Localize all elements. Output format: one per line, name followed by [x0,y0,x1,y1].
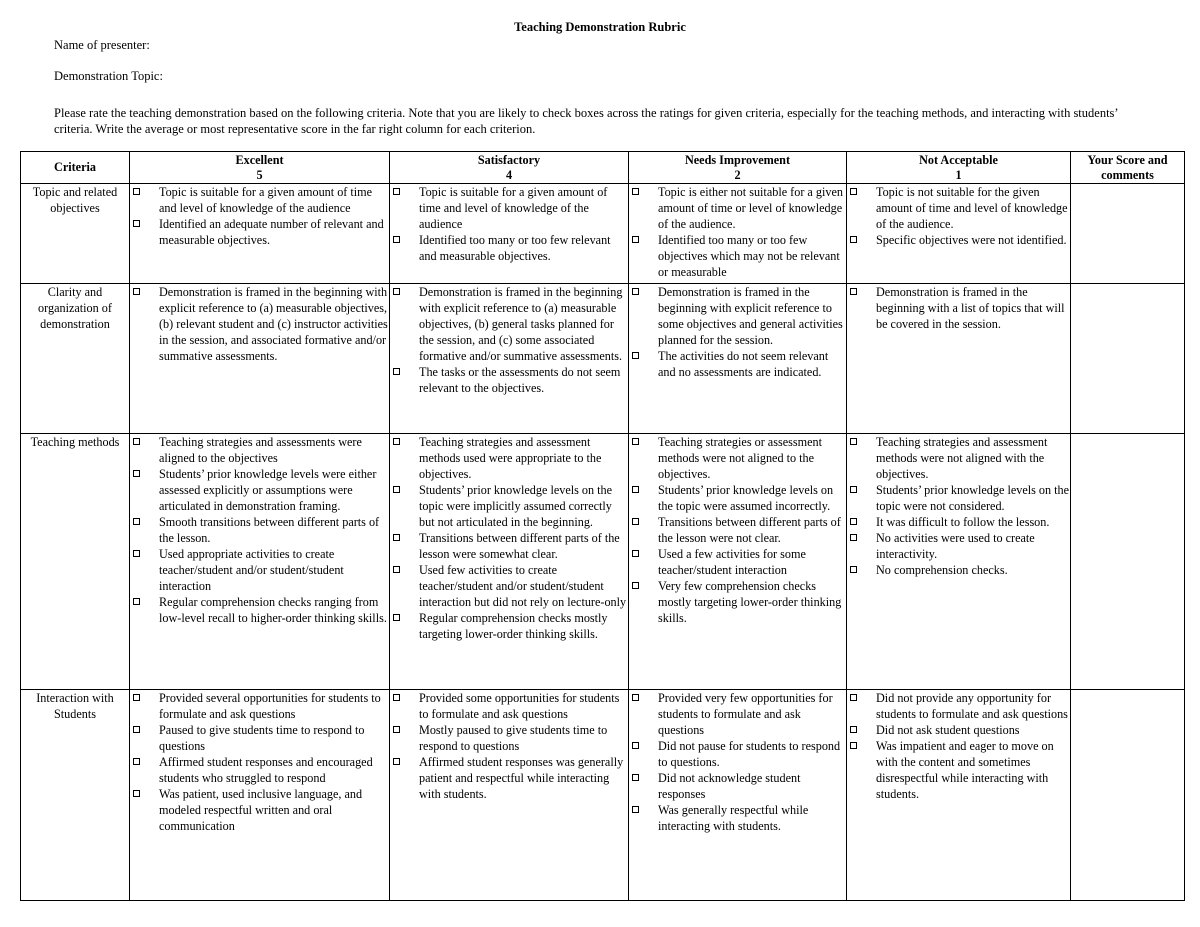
rubric-item-text: Paused to give students time to respond to questions [159,723,365,753]
rubric-item-text: Demonstration is framed in the beginning with explicit reference to (a) measurable objectives, (b) general tasks planned for the session, and (c) some associated formative and/or summative assessments. [419,285,623,363]
not-acceptable-item-list [847,434,1070,578]
rubric-item-text: Identified an adequate number of relevant and measurable objectives. [159,217,384,247]
rubric-item-text: Topic is not suitable for the given amount of time and level of knowledge of the audience. [876,185,1068,231]
checkbox[interactable] [850,438,857,445]
checkbox[interactable] [632,188,639,195]
rubric-item [629,514,846,546]
rubric-item [629,546,846,578]
needs-improvement-cell [629,690,847,901]
checkbox[interactable] [133,288,140,295]
satisfactory-cell [390,184,629,284]
checkbox[interactable] [632,518,639,525]
rubric-item-text: Affirmed student responses was generally patient and respectful while interacting with students. [419,755,624,801]
rubric-item [130,546,389,594]
rubric-item [130,690,389,722]
checkbox[interactable] [393,288,400,295]
score-input-cell[interactable] [1071,284,1185,434]
rubric-item [130,594,389,626]
rubric-item-text: It was difficult to follow the lesson. [876,515,1050,529]
rubric-item [847,284,1070,332]
rubric-table [20,151,1185,901]
rubric-item [390,284,628,364]
rubric-row-interaction-with-students [21,690,1185,901]
checkbox[interactable] [632,486,639,493]
rubric-item-text: Used a few activities for some teacher/student interaction [658,547,806,577]
header-score: Your Score and comments [1071,152,1185,184]
instructions-paragraph: Please rate the teaching demonstration based on the following criteria. Note that you are likely to check boxes across the ratings for given criteria, especially for the teaching methods, and interacting with students’ criteria. Write the average or most representative score in the far right column for each criterion. [54,106,1118,136]
rubric-item [629,578,846,626]
checkbox[interactable] [393,758,400,765]
rubric-item [390,482,628,530]
rubric-item-text: Students’ prior knowledge levels on the topic were not considered. [876,483,1070,513]
excellent-item-list [130,690,389,834]
checkbox[interactable] [393,438,400,445]
rubric-item-text: Demonstration is framed in the beginning with a list of topics that will be covered in the session. [876,285,1065,331]
checkbox[interactable] [632,352,639,359]
rubric-item [390,754,628,802]
rubric-item-text: Used appropriate activities to create teacher/student and/or student/student interaction [159,547,344,593]
rubric-item-text: Provided several opportunities for students to formulate and ask questions [159,691,381,721]
rubric-item [130,754,389,786]
not-acceptable-item-list [847,284,1070,332]
rubric-item [130,216,389,248]
rubric-item-text: Students’ prior knowledge levels were either assessed explicitly or assumptions were articulated in demonstration framing. [159,467,377,513]
rubric-item-text: The activities do not seem relevant and no assessments are indicated. [658,349,829,379]
rubric-item [629,738,846,770]
rubric-item-text: Demonstration is framed in the beginning with explicit reference to (a) measurable objectives, (b) relevant student and (c) instructor activities in the session, and associated formative and/or summative assessments. [159,285,388,363]
checkbox[interactable] [393,694,400,701]
checkbox[interactable] [632,806,639,813]
rubric-item-text: Regular comprehension checks ranging from low-level recall to higher-order thinking skills. [159,595,387,625]
rubric-item-text: Specific objectives were not identified. [876,233,1067,247]
rubric-item-text: Identified too many or too few objectives which may not be relevant or measurable [658,233,840,279]
rubric-item [847,738,1070,802]
checkbox[interactable] [632,582,639,589]
satisfactory-item-list [390,184,628,264]
rubric-item-text: Students’ prior knowledge levels on the topic were assumed incorrectly. [658,483,834,513]
score-input-cell[interactable] [1071,434,1185,690]
rubric-item-text: Transitions between different parts of the lesson were somewhat clear. [419,531,620,561]
rubric-item [629,802,846,834]
needs-improvement-cell [629,284,847,434]
rubric-item [390,562,628,610]
rubric-item-text: Did not provide any opportunity for students to formulate and ask questions [876,691,1068,721]
checkbox[interactable] [393,486,400,493]
rubric-item-text: Topic is suitable for a given amount of time and level of knowledge of the audience [159,185,373,215]
checkbox[interactable] [632,438,639,445]
rubric-item [629,284,846,348]
not-acceptable-item-list [847,184,1070,248]
rubric-item-text: Used few activities to create teacher/student and/or student/student interaction but did not rely on lecture-only [419,563,627,609]
checkbox[interactable] [632,550,639,557]
rubric-body [21,184,1185,901]
rubric-item-text: Students’ prior knowledge levels on the topic were implicitly assumed correctly but not articulated in the beginning. [419,483,613,529]
rubric-item-text: Regular comprehension checks mostly targeting lower-order thinking skills. [419,611,608,641]
rubric-item-text: Was generally respectful while interacting with students. [658,803,809,833]
checkbox[interactable] [850,742,857,749]
rubric-item-text: Topic is suitable for a given amount of time and level of knowledge of the audience [419,185,608,231]
rubric-item [130,466,389,514]
checkbox[interactable] [850,486,857,493]
rubric-item [130,184,389,216]
rubric-item-text: Did not ask student questions [876,723,1020,737]
rubric-item [130,786,389,834]
checkbox[interactable] [850,188,857,195]
checkbox[interactable] [632,288,639,295]
rubric-item-text: Affirmed student responses and encouraged students who struggled to respond [159,755,373,785]
checkbox[interactable] [133,220,140,227]
checkbox[interactable] [133,726,140,733]
checkbox[interactable] [632,694,639,701]
rubric-item-text: Transitions between different parts of the lesson were not clear. [658,515,841,545]
checkbox[interactable] [133,518,140,525]
satisfactory-cell [390,284,629,434]
checkbox[interactable] [850,518,857,525]
rubric-item-text: Mostly paused to give students time to respond to questions [419,723,608,753]
criterion-label: Topic and related objectives [21,184,130,284]
rubric-item-text: No comprehension checks. [876,563,1008,577]
rubric-item-text: Was impatient and eager to move on with the content and sometimes disrespectful while interacting with students. [876,739,1054,801]
rubric-item [629,348,846,380]
checkbox[interactable] [393,236,400,243]
needs-improvement-item-list [629,184,846,280]
rubric-item [390,364,628,396]
checkbox[interactable] [133,758,140,765]
rubric-item-text: Provided some opportunities for students to formulate and ask questions [419,691,620,721]
checkbox[interactable] [850,726,857,733]
header-excellent-score: 5 [256,167,263,182]
rubric-item-text: Identified too many or too few relevant and measurable objectives. [419,233,611,263]
rubric-item-text: Teaching strategies and assessments were aligned to the objectives [159,435,362,465]
excellent-cell [130,284,390,434]
excellent-item-list [130,434,389,626]
criterion-label: Teaching methods [21,434,130,690]
excellent-cell [130,184,390,284]
rubric-item-text: Teaching strategies and assessment methods used were appropriate to the objectives. [419,435,602,481]
rubric-item [847,232,1070,248]
rubric-item [390,434,628,482]
rubric-row-teaching-methods [21,434,1185,690]
checkbox[interactable] [393,368,400,375]
checkbox[interactable] [393,726,400,733]
rubric-item [847,562,1070,578]
header-row [21,152,1185,184]
rubric-item [629,690,846,738]
checkbox[interactable] [850,534,857,541]
rubric-item [629,770,846,802]
needs-improvement-cell [629,434,847,690]
header-needs-improvement-score: 2 [734,167,741,182]
demonstration-topic-label: Demonstration Topic: [54,69,163,83]
rubric-item [847,482,1070,514]
needs-improvement-item-list [629,284,846,380]
rubric-item-text: Smooth transitions between different parts of the lesson. [159,515,380,545]
rubric-item [847,434,1070,482]
checkbox[interactable] [393,614,400,621]
checkbox[interactable] [133,598,140,605]
checkbox[interactable] [133,694,140,701]
satisfactory-item-list [390,690,628,802]
rubric-item-text: The tasks or the assessments do not seem relevant to the objectives. [419,365,621,395]
checkbox[interactable] [632,742,639,749]
rubric-item [130,514,389,546]
header-excellent [130,152,390,184]
satisfactory-cell [390,434,629,690]
score-input-cell[interactable] [1071,184,1185,284]
not-acceptable-cell [847,184,1071,284]
rubric-item [130,722,389,754]
checkbox[interactable] [632,774,639,781]
presenter-name-label: Name of presenter: [54,38,150,52]
satisfactory-cell [390,690,629,901]
header-criteria: Criteria [21,152,130,184]
checkbox[interactable] [133,790,140,797]
excellent-cell [130,434,390,690]
not-acceptable-cell [847,434,1071,690]
not-acceptable-item-list [847,690,1070,802]
rubric-item [629,232,846,280]
score-input-cell[interactable] [1071,690,1185,901]
rubric-item [130,434,389,466]
header-satisfactory-label: Satisfactory [477,152,541,167]
checkbox[interactable] [133,438,140,445]
checkbox[interactable] [850,288,857,295]
checkbox[interactable] [850,236,857,243]
excellent-item-list [130,284,389,364]
rubric-item-text: Teaching strategies or assessment methods were not aligned to the objectives. [658,435,822,481]
needs-improvement-cell [629,184,847,284]
rubric-item [390,232,628,264]
checkbox[interactable] [133,550,140,557]
checkbox[interactable] [133,470,140,477]
rubric-item [847,530,1070,562]
rubric-item [390,690,628,722]
checkbox[interactable] [632,236,639,243]
checkbox[interactable] [393,566,400,573]
rubric-item-text: Provided very few opportunities for students to formulate and ask questions [658,691,833,737]
not-acceptable-cell [847,284,1071,434]
checkbox[interactable] [133,188,140,195]
rubric-item [629,434,846,482]
rubric-item [847,184,1070,232]
header-needs-improvement [629,152,847,184]
checkbox[interactable] [393,188,400,195]
header-satisfactory-score: 4 [505,167,513,182]
rubric-row-clarity-and-organization-of-demonstration [21,284,1185,434]
header-not-acceptable-score: 1 [955,167,962,182]
header-satisfactory [390,152,629,184]
not-acceptable-cell [847,690,1071,901]
header-needs-improvement-label: Needs Improvement [684,152,791,167]
rubric-item [390,722,628,754]
rubric-item-text: Very few comprehension checks mostly targeting lower-order thinking skills. [658,579,842,625]
criterion-label: Interaction with Students [21,690,130,901]
needs-improvement-item-list [629,690,846,834]
rubric-item [629,482,846,514]
rubric-item-text: Did not acknowledge student responses [658,771,801,801]
excellent-cell [130,690,390,901]
checkbox[interactable] [850,694,857,701]
rubric-item [390,610,628,642]
document-title: Teaching Demonstration Rubric [514,20,686,34]
checkbox[interactable] [393,534,400,541]
satisfactory-item-list [390,434,628,642]
rubric-item-text: No activities were used to create interactivity. [876,531,1035,561]
rubric-item-text: Teaching strategies and assessment methods were not aligned with the objectives. [876,435,1048,481]
rubric-item [847,514,1070,530]
excellent-item-list [130,184,389,248]
rubric-item [847,690,1070,722]
rubric-item [847,722,1070,738]
needs-improvement-item-list [629,434,846,626]
criterion-label: Clarity and organization of demonstration [21,284,130,434]
header-not-acceptable-label: Not Acceptable [919,152,998,167]
rubric-item-text: Was patient, used inclusive language, and modeled respectful written and oral communication [159,787,363,833]
rubric-item [629,184,846,232]
rubric-item [130,284,389,364]
rubric-item-text: Demonstration is framed in the beginning with explicit reference to some objectives and general activities planned for the session. [658,285,843,347]
rubric-item-text: Did not pause for students to respond to questions. [658,739,841,769]
rubric-item [390,530,628,562]
header-not-acceptable [847,152,1071,184]
checkbox[interactable] [850,566,857,573]
rubric-item [390,184,628,232]
rubric-item-text: Topic is either not suitable for a given amount of time or level of knowledge of the audience. [658,185,843,231]
satisfactory-item-list [390,284,628,396]
rubric-row-topic-and-related-objectives [21,184,1185,284]
header-excellent-label: Excellent [235,152,284,167]
